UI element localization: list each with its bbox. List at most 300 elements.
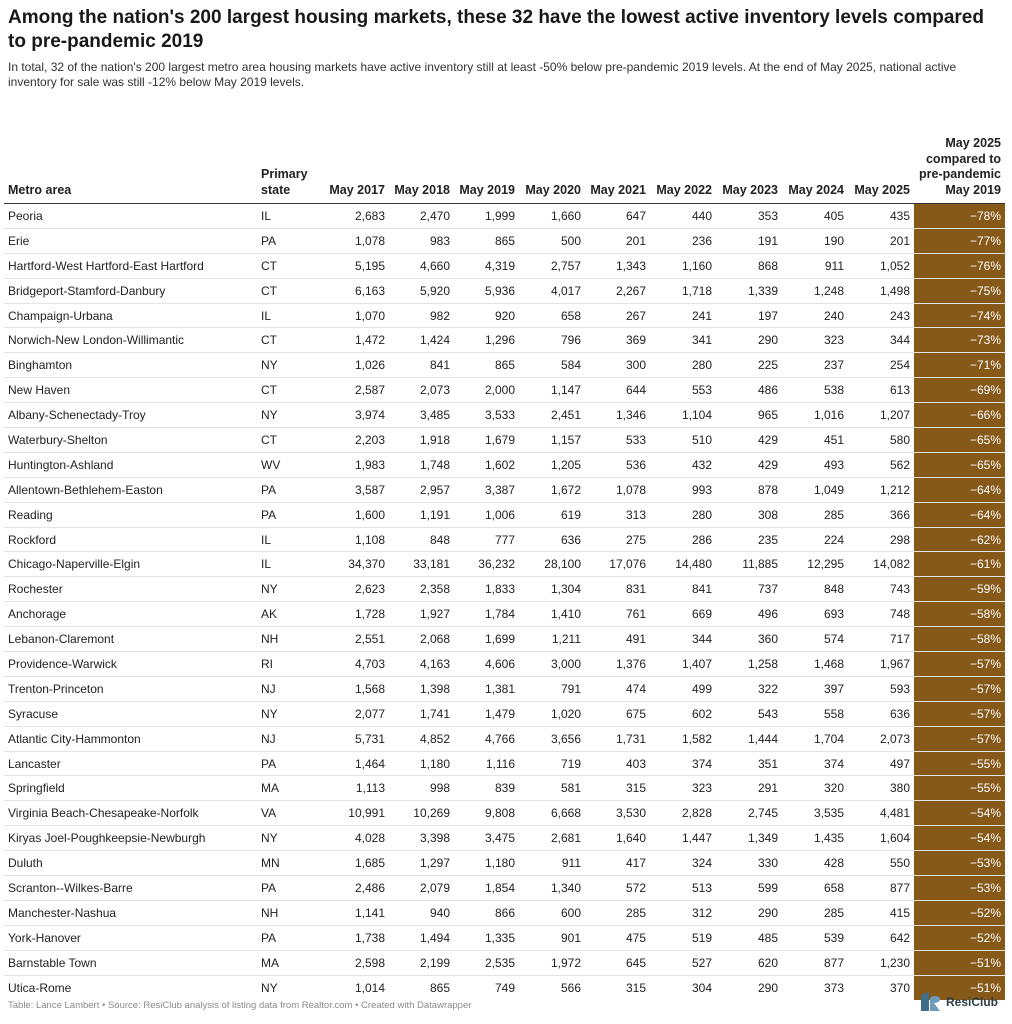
value-cell: 491 [585, 627, 650, 652]
value-cell: 1,049 [782, 477, 848, 502]
value-cell: 201 [848, 228, 914, 253]
value-cell: 1,104 [650, 403, 716, 428]
value-cell: 1,116 [454, 751, 519, 776]
value-cell: 539 [782, 925, 848, 950]
value-cell: 5,731 [324, 726, 389, 751]
value-cell: 645 [585, 950, 650, 975]
value-cell: 1,468 [782, 652, 848, 677]
value-cell: 1,381 [454, 676, 519, 701]
metro-cell: Manchester-Nashua [4, 900, 257, 925]
value-cell: 380 [848, 776, 914, 801]
value-cell: 499 [650, 676, 716, 701]
metro-cell: Trenton-Princeton [4, 676, 257, 701]
value-cell: 2,068 [389, 627, 454, 652]
value-cell: 841 [389, 353, 454, 378]
value-cell: 1,602 [454, 452, 519, 477]
state-cell: AK [257, 602, 324, 627]
change-cell: −75% [914, 278, 1005, 303]
value-cell: 1,464 [324, 751, 389, 776]
table-header-row [4, 108, 1005, 204]
state-cell: PA [257, 925, 324, 950]
value-cell: 17,076 [585, 552, 650, 577]
value-cell: 2,451 [519, 403, 585, 428]
change-cell: −76% [914, 253, 1005, 278]
metro-cell: Binghamton [4, 353, 257, 378]
value-cell: 3,000 [519, 652, 585, 677]
value-cell: 475 [585, 925, 650, 950]
value-cell: 1,604 [848, 826, 914, 851]
state-cell: PA [257, 502, 324, 527]
state-cell: NY [257, 577, 324, 602]
state-cell: NY [257, 701, 324, 726]
change-cell: −66% [914, 403, 1005, 428]
metro-cell: Waterbury-Shelton [4, 428, 257, 453]
chart-title: Among the nation's 200 largest housing markets, these 32 have the lowest active inventory levels compared to pre-pandemic 2019 [8, 7, 984, 52]
column-header: May 2022 [650, 108, 716, 204]
metro-cell: Reading [4, 502, 257, 527]
value-cell: 34,370 [324, 552, 389, 577]
value-cell: 533 [585, 428, 650, 453]
value-cell: 313 [585, 502, 650, 527]
value-cell: 1,020 [519, 701, 585, 726]
state-cell: RI [257, 652, 324, 677]
value-cell: 878 [716, 477, 782, 502]
table-row [4, 801, 1005, 826]
value-cell: 1,304 [519, 577, 585, 602]
value-cell: 965 [716, 403, 782, 428]
value-cell: 620 [716, 950, 782, 975]
change-cell: −53% [914, 851, 1005, 876]
value-cell: 1,108 [324, 527, 389, 552]
column-header: Primary state [257, 108, 324, 204]
change-cell: −51% [914, 950, 1005, 975]
value-cell: 593 [848, 676, 914, 701]
metro-cell: Anchorage [4, 602, 257, 627]
column-header: May 2023 [716, 108, 782, 204]
value-cell: 2,683 [324, 204, 389, 229]
value-cell: 1,191 [389, 502, 454, 527]
value-cell: 1,180 [454, 851, 519, 876]
value-cell: 581 [519, 776, 585, 801]
value-cell: 1,070 [324, 303, 389, 328]
value-cell: 2,757 [519, 253, 585, 278]
metro-cell: Norwich-New London-Willimantic [4, 328, 257, 353]
table-row [4, 477, 1005, 502]
value-cell: 743 [848, 577, 914, 602]
change-cell: −55% [914, 776, 1005, 801]
metro-cell: Peoria [4, 204, 257, 229]
value-cell: 848 [389, 527, 454, 552]
value-cell: 33,181 [389, 552, 454, 577]
value-cell: 550 [848, 851, 914, 876]
value-cell: 647 [585, 204, 650, 229]
table-row [4, 204, 1005, 229]
value-cell: 323 [782, 328, 848, 353]
change-cell: −54% [914, 801, 1005, 826]
value-cell: 323 [650, 776, 716, 801]
value-cell: 602 [650, 701, 716, 726]
value-cell: 3,530 [585, 801, 650, 826]
value-cell: 241 [650, 303, 716, 328]
metro-cell: Rochester [4, 577, 257, 602]
value-cell: 415 [848, 900, 914, 925]
change-cell: −57% [914, 701, 1005, 726]
value-cell: 451 [782, 428, 848, 453]
value-cell: 1,704 [782, 726, 848, 751]
change-cell: −57% [914, 726, 1005, 751]
change-cell: −65% [914, 452, 1005, 477]
table-row [4, 552, 1005, 577]
table-row [4, 876, 1005, 901]
value-cell: 600 [519, 900, 585, 925]
state-cell: CT [257, 278, 324, 303]
value-cell: 496 [716, 602, 782, 627]
change-cell: −51% [914, 975, 1005, 999]
metro-cell: Scranton--Wilkes-Barre [4, 876, 257, 901]
value-cell: 1,748 [389, 452, 454, 477]
state-cell: CT [257, 328, 324, 353]
value-cell: 940 [389, 900, 454, 925]
value-cell: 1,967 [848, 652, 914, 677]
value-cell: 1,424 [389, 328, 454, 353]
value-cell: 920 [454, 303, 519, 328]
value-cell: 5,920 [389, 278, 454, 303]
chart-subtitle: In total, 32 of the nation's 200 largest metro area housing markets have active inventory still at least -50% below pre-pandemic 2019 levels. At the end of May 2025, national active inventory for sale was still -12% below May 2019 levels. [8, 60, 957, 89]
change-cell: −55% [914, 751, 1005, 776]
value-cell: 10,269 [389, 801, 454, 826]
value-cell: 580 [848, 428, 914, 453]
value-cell: 1,699 [454, 627, 519, 652]
value-cell: 2,828 [650, 801, 716, 826]
value-cell: 1,672 [519, 477, 585, 502]
value-cell: 513 [650, 876, 716, 901]
value-cell: 6,668 [519, 801, 585, 826]
value-cell: 1,498 [848, 278, 914, 303]
change-cell: −64% [914, 477, 1005, 502]
value-cell: 369 [585, 328, 650, 353]
value-cell: 796 [519, 328, 585, 353]
state-cell: PA [257, 876, 324, 901]
value-cell: 6,163 [324, 278, 389, 303]
value-cell: 4,017 [519, 278, 585, 303]
value-cell: 1,741 [389, 701, 454, 726]
value-cell: 3,475 [454, 826, 519, 851]
change-cell: −57% [914, 676, 1005, 701]
value-cell: 877 [848, 876, 914, 901]
state-cell: IL [257, 552, 324, 577]
value-cell: 1,147 [519, 378, 585, 403]
value-cell: 285 [585, 900, 650, 925]
value-cell: 644 [585, 378, 650, 403]
value-cell: 290 [716, 900, 782, 925]
change-cell: −54% [914, 826, 1005, 851]
value-cell: 435 [848, 204, 914, 229]
value-cell: 717 [848, 627, 914, 652]
value-cell: 2,486 [324, 876, 389, 901]
value-cell: 312 [650, 900, 716, 925]
value-cell: 5,936 [454, 278, 519, 303]
value-cell: 1,660 [519, 204, 585, 229]
value-cell: 1,718 [650, 278, 716, 303]
value-cell: 2,535 [454, 950, 519, 975]
value-cell: 4,481 [848, 801, 914, 826]
value-cell: 351 [716, 751, 782, 776]
value-cell: 236 [650, 228, 716, 253]
table-row [4, 851, 1005, 876]
column-header: May 2018 [389, 108, 454, 204]
value-cell: 536 [585, 452, 650, 477]
value-cell: 584 [519, 353, 585, 378]
table-row [4, 452, 1005, 477]
value-cell: 2,267 [585, 278, 650, 303]
value-cell: 693 [782, 602, 848, 627]
column-header: May 2024 [782, 108, 848, 204]
value-cell: 619 [519, 502, 585, 527]
column-header: May 2019 [454, 108, 519, 204]
value-cell: 1,918 [389, 428, 454, 453]
value-cell: 237 [782, 353, 848, 378]
value-cell: 1,052 [848, 253, 914, 278]
value-cell: 1,160 [650, 253, 716, 278]
value-cell: 304 [691, 980, 712, 995]
value-cell: 14,082 [848, 552, 914, 577]
column-header: May 2017 [324, 108, 389, 204]
value-cell: 4,703 [324, 652, 389, 677]
table-row [4, 751, 1005, 776]
value-cell: 761 [585, 602, 650, 627]
value-cell: 777 [454, 527, 519, 552]
value-cell: 865 [454, 353, 519, 378]
table-row [4, 403, 1005, 428]
value-cell: 403 [585, 751, 650, 776]
metro-cell: Lebanon-Claremont [4, 627, 257, 652]
value-cell: 341 [650, 328, 716, 353]
value-cell: 642 [848, 925, 914, 950]
value-cell: 562 [848, 452, 914, 477]
state-cell: IL [257, 204, 324, 229]
metro-cell: Duluth [4, 851, 257, 876]
value-cell: 1,983 [324, 452, 389, 477]
value-cell: 197 [716, 303, 782, 328]
value-cell: 28,100 [519, 552, 585, 577]
value-cell: 4,028 [324, 826, 389, 851]
value-cell: 1,376 [585, 652, 650, 677]
value-cell: 320 [782, 776, 848, 801]
value-cell: 2,957 [389, 477, 454, 502]
value-cell: 291 [716, 776, 782, 801]
value-cell: 324 [650, 851, 716, 876]
value-cell: 12,295 [782, 552, 848, 577]
value-cell: 1,349 [716, 826, 782, 851]
value-cell: 1,444 [716, 726, 782, 751]
metro-cell: Virginia Beach-Chesapeake-Norfolk [4, 801, 257, 826]
value-cell: 868 [716, 253, 782, 278]
change-cell: −52% [914, 900, 1005, 925]
value-cell: 191 [716, 228, 782, 253]
value-cell: 330 [716, 851, 782, 876]
metro-cell: Champaign-Urbana [4, 303, 257, 328]
value-cell: 493 [782, 452, 848, 477]
value-cell: 254 [848, 353, 914, 378]
metro-cell: York-Hanover [4, 925, 257, 950]
value-cell: 500 [519, 228, 585, 253]
value-cell: 1,972 [519, 950, 585, 975]
state-cell: NH [257, 900, 324, 925]
value-cell: 3,387 [454, 477, 519, 502]
metro-cell: Huntington-Ashland [4, 452, 257, 477]
state-cell: MN [257, 851, 324, 876]
metro-cell: Providence-Warwick [4, 652, 257, 677]
value-cell: 749 [494, 980, 515, 995]
value-cell: 658 [782, 876, 848, 901]
state-cell: NY [257, 826, 324, 851]
value-cell: 11,885 [716, 552, 782, 577]
table-row [4, 975, 1005, 999]
value-cell: 366 [848, 502, 914, 527]
change-cell: −58% [914, 602, 1005, 627]
metro-cell: Utica-Rome [8, 980, 72, 995]
state-cell: IL [257, 303, 324, 328]
state-cell: NJ [257, 676, 324, 701]
value-cell: 901 [519, 925, 585, 950]
value-cell: 566 [560, 980, 581, 995]
value-cell: 1,600 [324, 502, 389, 527]
value-cell: 3,535 [782, 801, 848, 826]
value-cell: 1,016 [782, 403, 848, 428]
value-cell: 558 [782, 701, 848, 726]
table-row [4, 228, 1005, 253]
value-cell: 1,078 [585, 477, 650, 502]
value-cell: 1,472 [324, 328, 389, 353]
value-cell: 841 [650, 577, 716, 602]
table-row [4, 253, 1005, 278]
value-cell: 2,073 [389, 378, 454, 403]
value-cell: 527 [650, 950, 716, 975]
change-cell: −62% [914, 527, 1005, 552]
value-cell: 1,157 [519, 428, 585, 453]
value-cell: 1,346 [585, 403, 650, 428]
change-cell: −57% [914, 652, 1005, 677]
value-cell: 574 [782, 627, 848, 652]
value-cell: 3,533 [454, 403, 519, 428]
value-cell: 1,679 [454, 428, 519, 453]
value-cell: 1,258 [716, 652, 782, 677]
value-cell: 636 [519, 527, 585, 552]
value-cell: 280 [650, 353, 716, 378]
table-body [4, 204, 1005, 1000]
value-cell: 486 [716, 378, 782, 403]
value-cell: 344 [650, 627, 716, 652]
value-cell: 2,358 [389, 577, 454, 602]
value-cell: 315 [585, 776, 650, 801]
value-cell: 1,854 [454, 876, 519, 901]
value-cell: 225 [716, 353, 782, 378]
table-row [4, 602, 1005, 627]
resiclub-logo-icon [918, 990, 942, 1014]
value-cell: 1,014 [354, 980, 385, 995]
table-row [4, 627, 1005, 652]
value-cell: 877 [782, 950, 848, 975]
value-cell: 373 [823, 980, 844, 995]
table-row [4, 353, 1005, 378]
value-cell: 4,766 [454, 726, 519, 751]
state-cell: MA [257, 776, 324, 801]
value-cell: 370 [889, 980, 910, 995]
value-cell: 1,339 [716, 278, 782, 303]
value-cell: 1,640 [585, 826, 650, 851]
value-cell: 1,582 [650, 726, 716, 751]
value-cell: 3,656 [519, 726, 585, 751]
state-cell: NY [261, 980, 278, 995]
metro-cell: New Haven [4, 378, 257, 403]
change-cell: −53% [914, 876, 1005, 901]
value-cell: 1,212 [848, 477, 914, 502]
value-cell: 658 [519, 303, 585, 328]
table-row [4, 776, 1005, 801]
value-cell: 865 [454, 228, 519, 253]
value-cell: 4,660 [389, 253, 454, 278]
table-row [4, 726, 1005, 751]
value-cell: 2,073 [848, 726, 914, 751]
value-cell: 2,598 [324, 950, 389, 975]
state-cell: NY [257, 353, 324, 378]
value-cell: 344 [848, 328, 914, 353]
value-cell: 374 [782, 751, 848, 776]
value-cell: 10,991 [324, 801, 389, 826]
table-row [4, 577, 1005, 602]
table-row [4, 527, 1005, 552]
value-cell: 993 [650, 477, 716, 502]
value-cell: 848 [782, 577, 848, 602]
value-cell: 224 [782, 527, 848, 552]
value-cell: 719 [519, 751, 585, 776]
column-header: May 2025 compared to pre-pandemic May 2019 [914, 108, 1005, 204]
value-cell: 432 [650, 452, 716, 477]
value-cell: 982 [389, 303, 454, 328]
value-cell: 315 [625, 980, 646, 995]
value-cell: 1,685 [324, 851, 389, 876]
value-cell: 300 [585, 353, 650, 378]
value-cell: 308 [716, 502, 782, 527]
value-cell: 353 [716, 204, 782, 229]
value-cell: 675 [585, 701, 650, 726]
state-cell: CT [257, 428, 324, 453]
value-cell: 553 [650, 378, 716, 403]
state-cell: NJ [257, 726, 324, 751]
table-row [4, 328, 1005, 353]
value-cell: 1,211 [519, 627, 585, 652]
metro-cell: Atlantic City-Hammonton [4, 726, 257, 751]
value-cell: 243 [848, 303, 914, 328]
table-row [4, 676, 1005, 701]
state-cell: CT [257, 253, 324, 278]
value-cell: 831 [585, 577, 650, 602]
value-cell: 360 [716, 627, 782, 652]
value-cell: 14,480 [650, 552, 716, 577]
value-cell: 2,470 [389, 204, 454, 229]
value-cell: 572 [585, 876, 650, 901]
state-cell: NY [257, 403, 324, 428]
column-header: Metro area [4, 108, 257, 204]
value-cell: 201 [585, 228, 650, 253]
value-cell: 190 [782, 228, 848, 253]
value-cell: 1,833 [454, 577, 519, 602]
state-cell: IL [257, 527, 324, 552]
value-cell: 405 [782, 204, 848, 229]
value-cell: 1,180 [389, 751, 454, 776]
value-cell: 1,248 [782, 278, 848, 303]
state-cell: PA [257, 751, 324, 776]
